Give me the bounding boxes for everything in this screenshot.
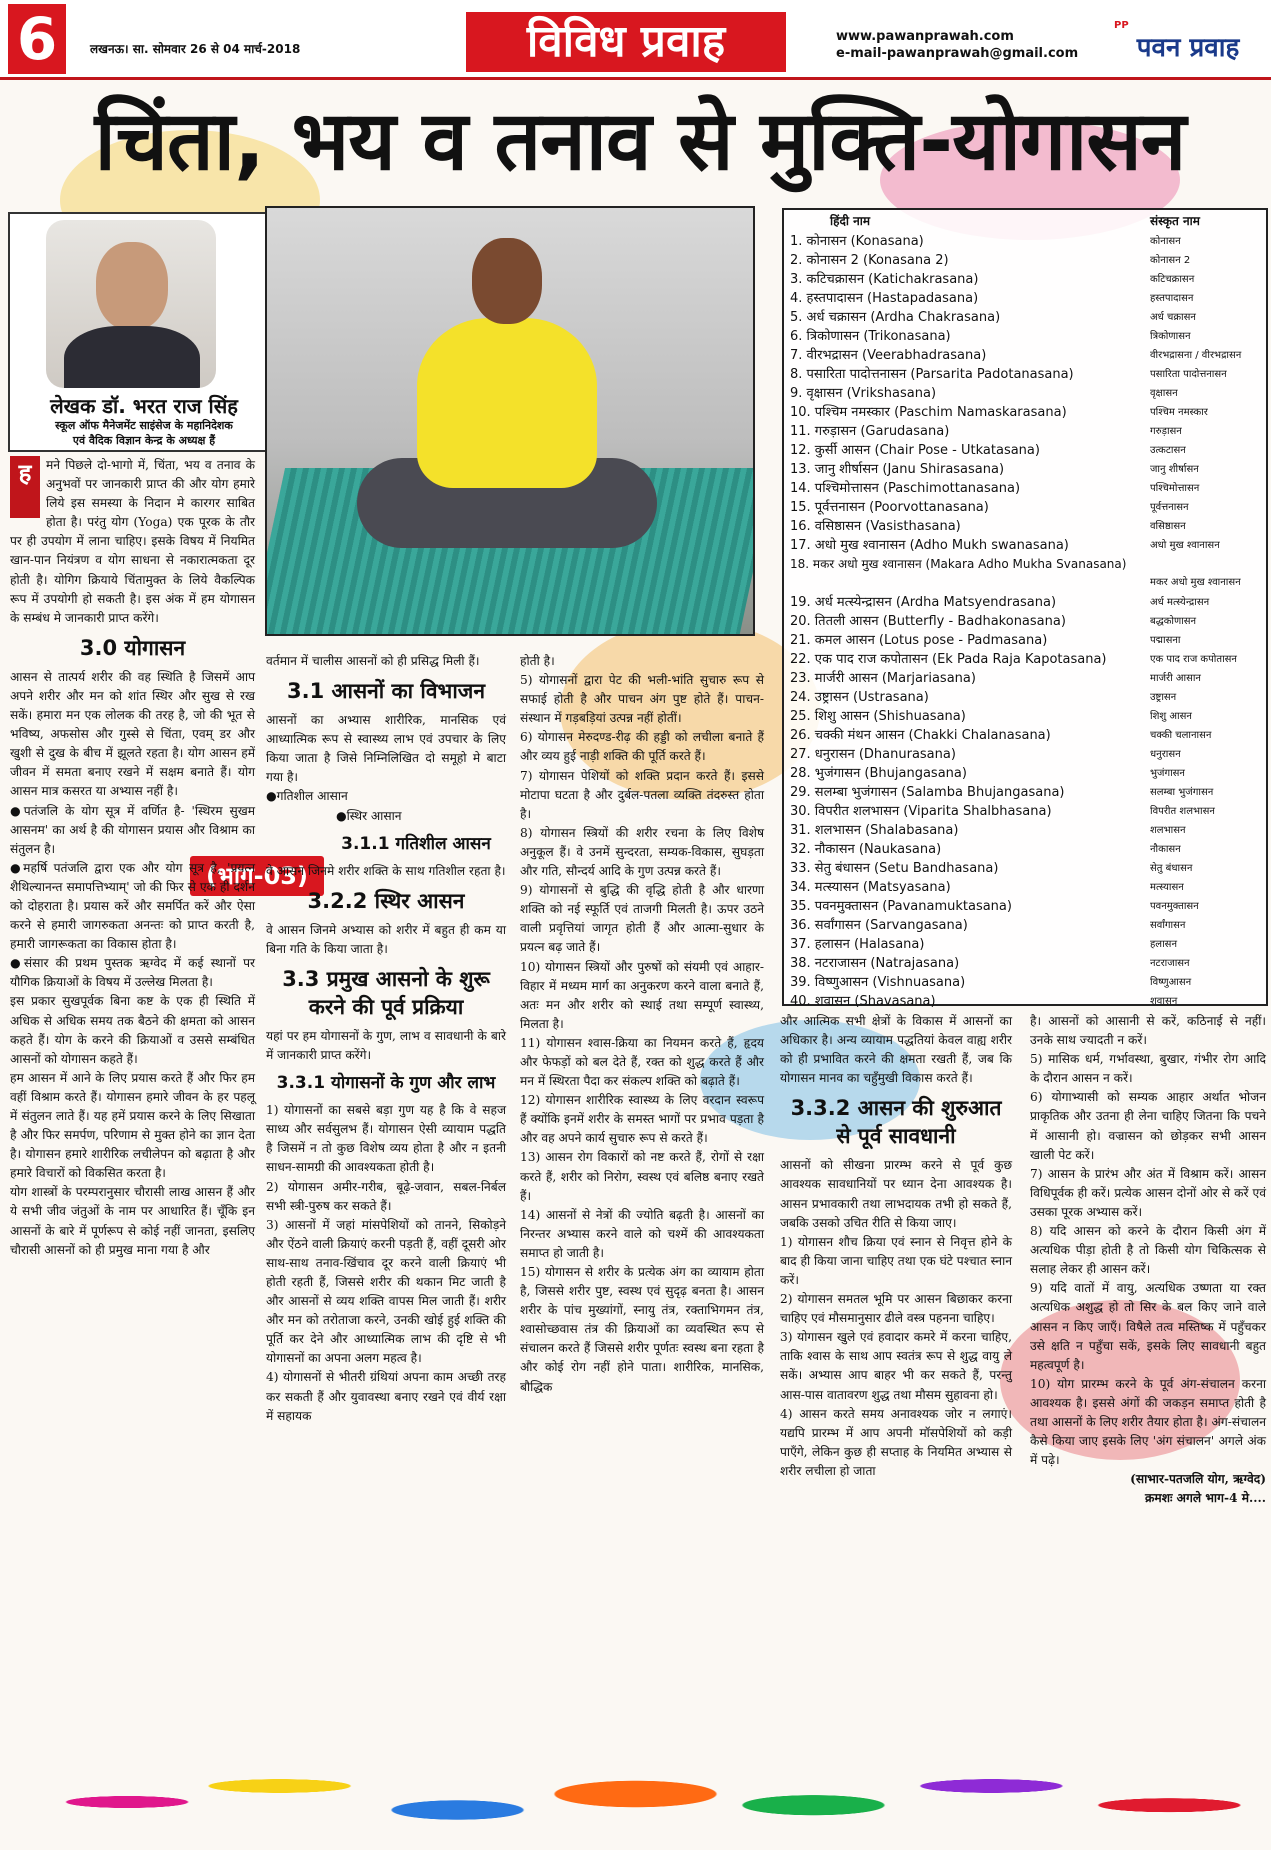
asana-hindi-name: 18. मकर अधो मुख श्वानासन (Makara Adho Mukha Svanasana)	[790, 557, 1127, 571]
table-row	[790, 916, 1266, 935]
masthead	[0, 0, 1271, 80]
table-row	[790, 669, 1266, 688]
asana-names-table	[782, 208, 1268, 1009]
paragraph: है। आसनों को आसानी से करें, कठिनाई से नहीं। उनके साथ ज्यादती न करें।	[1030, 1014, 1266, 1048]
list-item: 8) यदि आसन को करने के दौरान किसी अंग में अत्यधिक पीड़ा होती है तो किसी योग चिकित्सक से सलाह लेकर ही आसन करें।	[1030, 1224, 1266, 1277]
table-row	[790, 821, 1266, 840]
part-badge: (भाग-03)	[190, 856, 324, 896]
table-row	[790, 479, 1266, 498]
list-item: 2) योगासन अमीर-गरीब, बूढ़े-जवान, सबल-निर्बल सभी स्त्री-पुरुष कर सकते हैं।	[266, 1179, 506, 1213]
section-heading: 3.3.1 योगासनों के गुण और लाभ	[276, 1073, 496, 1094]
table-row	[790, 612, 1266, 631]
asana-sanskrit-name: वीरभद्रासना / वीरभद्रासन	[1150, 350, 1242, 361]
list-item: 10) योगासन स्त्रियों और पुरुषों को संयमी एवं आहार-विहार में मध्यम मार्ग का अनुकरण करने वाला बनाते हैं, अतः मन और शरीर को स्थाई तथा सम्पूर्ण स्वास्थ्य, मिलता है।	[520, 959, 764, 1031]
table-header-hindi: हिंदी नाम	[830, 214, 871, 228]
asana-hindi-name: 10. पश्चिम नमस्कार (Paschim Namaskarasana)	[790, 405, 1067, 420]
holi-colors-illustration	[0, 1690, 1271, 1850]
table-row	[790, 707, 1266, 726]
bullet-item: ●गतिशील आसान	[266, 789, 348, 804]
asana-sanskrit-name: धनुरासन	[1150, 749, 1181, 760]
email-link[interactable]: e-mail-pawanprawah@gmail.com	[836, 46, 1079, 61]
asana-sanskrit-name: शिशु आसन	[1150, 711, 1192, 722]
drop-cap: ह	[10, 456, 40, 518]
article-column-4	[780, 1012, 1012, 1481]
contact-info	[836, 28, 1078, 62]
table-row	[790, 973, 1266, 992]
list-item: 9) योगासनों से बुद्धि की वृद्धि होती है और धारणा शक्ति को नई स्फूर्ति एवं ताजगी मिलती है। ऊपर उठने वाली प्रवृत्तियां जागृत होती हैं और आत्मा-सुधार के प्रयत्न बढ़ जाते हैं।	[520, 883, 764, 955]
section-title: विविध प्रवाह	[466, 12, 786, 72]
asana-sanskrit-name: विपरीत शलभासन	[1150, 806, 1215, 817]
table-row	[790, 650, 1266, 669]
table-header-sanskrit: संस्कृत नाम	[1150, 214, 1200, 228]
list-item: 1) योगासन शौच क्रिया एवं स्नान से निवृत्त होने के बाद ही किया जाना चाहिए तथा एक घंटे पश्चात स्नान करें।	[780, 1234, 1012, 1287]
asana-sanskrit-name: वृक्षासन	[1150, 388, 1178, 399]
asana-sanskrit-name: वसिष्ठासन	[1150, 521, 1186, 532]
asana-hindi-name: 20. तितली आसन (Butterfly - Badhakonasana)	[790, 614, 1066, 629]
paragraph: हम आसन में आने के लिए प्रयास करते हैं और फिर हम वहीं विश्राम करते हैं। योगासन हमारे जीवन के हर पहलू में संतुलन लाते हैं। यह हमें प्रयास करने के लिए सिखाता है और फिर समर्पण, परिणाम से मुक्त होने का ज्ञान देता है। योगासन हमारे शारीरिक लचीलेपन को बढ़ाता है और हमारे विचारों को विकसित करता है।	[10, 1070, 255, 1181]
table-row	[790, 935, 1266, 954]
author-designation	[10, 418, 278, 448]
asana-hindi-name: 27. धनुरासन (Dhanurasana)	[790, 747, 956, 762]
page-number: 6	[8, 4, 66, 74]
asana-hindi-name: 21. कमल आसन (Lotus pose - Padmasana)	[790, 633, 1048, 648]
article-column-1	[10, 456, 255, 1260]
author-box	[8, 212, 276, 452]
paragraph: होती है।	[520, 654, 555, 668]
table-row	[790, 783, 1266, 802]
asana-sanskrit-name: पूर्वत्तनासन	[1150, 502, 1189, 513]
author-designation-line: एवं वैदिक विज्ञान केन्द्र के अध्यक्ष हैं	[72, 434, 216, 447]
table-row	[790, 688, 1266, 707]
asana-sanskrit-name: शलभासन	[1150, 825, 1186, 836]
asana-hindi-name: 37. हलासन (Halasana)	[790, 937, 925, 952]
asana-sanskrit-name: पश्चिमोत्तासन	[1150, 483, 1200, 494]
table-row	[790, 802, 1266, 821]
asana-sanskrit-name: उत्कटासन	[1150, 445, 1186, 456]
asana-hindi-name: 11. गरुड़ासन (Garudasana)	[790, 424, 950, 439]
table-row	[790, 726, 1266, 745]
table-row	[790, 270, 1266, 289]
asana-hindi-name: 30. विपरीत शलभासन (Viparita Shalbhasana)	[790, 804, 1052, 819]
article-column-3	[520, 652, 764, 1397]
asana-hindi-name: 1. कोनासन (Konasana)	[790, 234, 924, 249]
asana-sanskrit-name: भुजंगासन	[1150, 768, 1185, 779]
list-item: 7) योगासन पेशियों को शक्ति प्रदान करते हैं। इससे मोटापा घटता है और दुर्बल-पतला व्यक्ति तंदरुस्त होता है।	[520, 768, 764, 821]
table-row	[790, 289, 1266, 308]
paragraph: योग शास्त्रों के परम्परानुसार चौरासी लाख आसन हैं और ये सभी जीव जंतुओं के नाम पर आधारित हैं। चूँकि इन आसनों के बारे में पूर्णरूप से कोई नहीं जानता, इसलिए चौरासी आसनों को ही प्रमुख माना गया है और	[10, 1185, 255, 1257]
asana-hindi-name: 22. एक पाद राज कपोतासन (Ek Pada Raja Kapotasana)	[790, 652, 1107, 667]
asana-hindi-name: 6. त्रिकोणासन (Trikonasana)	[790, 329, 951, 344]
asana-sanskrit-name: शवासन	[1150, 996, 1178, 1007]
asana-sanskrit-name: मकर अधो मुख श्वानासन	[1150, 577, 1241, 588]
asana-hindi-name: 15. पूर्वत्तनासन (Poorvottanasana)	[790, 500, 989, 515]
person-shirt	[417, 318, 597, 488]
asana-hindi-name: 38. नटराजासन (Natrajasana)	[790, 956, 960, 971]
section-heading: 3.1 आसनों का विभाजन	[286, 679, 485, 704]
asana-hindi-name: 16. वसिष्ठासन (Vasisthasana)	[790, 519, 961, 534]
list-item: 3) योगासन खुले एवं हवादार कमरे में करना चाहिए, ताकि श्वास के साथ आप स्वतंत्र रूप से शुद्ध वायु ले सकें। अभ्यास आप बाहर भी कर सकते हैं, परन्तु आस-पास वातावरण शुद्ध तथा मौसम सुहावना हो।	[780, 1330, 1012, 1402]
list-item: 5) योगासनों द्वारा पेट की भली-भांति सुचारु रूप से सफाई होती है और पाचन अंग पुष्ट होते हैं। पाचन-संस्थान में गड़बड़ियां उत्पन्न नहीं होतीं।	[520, 673, 764, 726]
section-heading: 3.1.1 गतिशील आसन	[341, 833, 491, 854]
table-row	[790, 441, 1266, 460]
list-item: 11) योगासन श्वास-क्रिया का नियमन करते हैं, हृदय और फेफड़ों को बल देते हैं, रक्त को शुद्ध करते हैं और मन में स्थिरता पैदा कर संकल्प शक्ति को बढ़ाते हैं।	[520, 1035, 764, 1089]
brand-logo: पवन प्रवाह	[1136, 33, 1240, 63]
asana-hindi-name: 17. अधो मुख श्वानासन (Adho Mukh swanasana)	[790, 538, 1069, 553]
table-row	[790, 840, 1266, 859]
list-item: 6) योगासन मेरुदण्ड-रीढ़ की हड्डी को लचीला बनाते हैं और व्यय हुई नाड़ी शक्ति की पूर्ति करते हैं।	[520, 730, 764, 764]
asana-hindi-name: 33. सेतु बंधासन (Setu Bandhasana)	[790, 861, 999, 876]
bullet-item: ●स्थिर आसान	[336, 808, 402, 823]
section-heading: 3.3.2 आसन की शुरुआत से पूर्व सावधानी	[790, 1096, 1002, 1149]
list-item: 13) आसन रोग विकारों को नष्ट करते हैं, रोगों से रक्षा करते हैं, शरीर को निरोग, स्वस्थ एवं बलिष्ठ बनाए रखते हैं।	[520, 1150, 764, 1203]
paragraph: यहां पर हम योगासनों के गुण, लाभ व सावधानी के बारे में जानकारी प्राप्त करेंगे।	[266, 1028, 506, 1063]
table-row	[790, 555, 1266, 588]
list-item: 1) योगासनों का सबसे बड़ा गुण यह है कि वे सहज साध्य और सर्वसुलभ हैं। योगासन ऐसी व्यायाम पद्धति है जिसमें न तो कुछ विशेष व्यय होता है और न इतनी साधन-सामग्री की आवश्यकता होती है।	[266, 1103, 506, 1175]
paragraph: ●महर्षि पतंजलि द्वारा एक और योग सूत्र है, 'प्रयत्न शैथिल्यानन्त समापत्तिभ्याम्' जो की फिर से एक ही दर्शन को दोहराता है। प्रयास करें और समर्पित करें और ऐसा करने से हमारी जागरुकता अनन्तः को प्राप्त करती है, हमारी जागरूकता का विकास होता है।	[10, 860, 255, 952]
author-photo	[46, 220, 216, 388]
asana-hindi-name: 24. उष्ट्रासन (Ustrasana)	[790, 690, 929, 705]
asana-hindi-name: 31. शलभासन (Shalabasana)	[790, 823, 959, 838]
paragraph: वे आसन जिनमे अभ्यास को शरीर में बहुत ही कम या बिना गति के किया जाता है।	[266, 922, 506, 956]
author-designation-line: स्कूल ऑफ मैनेजमेंट साइंसेज के महानिदेशक	[55, 419, 233, 432]
source-credit: (साभार-पतजलि योग, ऋग्वेद)	[1130, 1472, 1266, 1487]
paragraph: आसन से तात्पर्य शरीर की वह स्थिति है जिसमें आप अपने शरीर और मन को शांत स्थिर और सुख से रख सकें। हमारा मन एक लोलक की तरह है, जो की भूत से भविष्य, अफसोस और गुस्से से चिंता, एवम् डर और खुशी से दुख के बीच में झूलते रहता है। योग आसन हमें जीवन में समता बनाए रखने में सक्षम बनाते हैं। योग आसन मात्र कसरत या अभ्यास नहीं है।	[10, 669, 255, 799]
asana-sanskrit-name: बद्धकोणासन	[1150, 616, 1197, 627]
asana-sanskrit-name: अर्ध चक्रासन	[1150, 312, 1196, 323]
asana-hindi-name: 7. वीरभद्रासन (Veerabhadrasana)	[790, 348, 987, 363]
dateline: लखनऊ। सा. सोमवार 26 से 04 मार्च-2018	[90, 42, 301, 56]
table-row	[790, 593, 1266, 612]
table-row	[790, 460, 1266, 479]
list-item: 7) आसन के प्रारंभ और अंत में विश्राम करें। आसन विधिपूर्वक ही करें। प्रत्येक आसन दोनों ओर से करें एवं उसका पूरक अभ्यास करें।	[1030, 1166, 1266, 1219]
table-row	[790, 897, 1266, 916]
asana-hindi-name: 5. अर्ध चक्रासन (Ardha Chakrasana)	[790, 310, 1001, 325]
asana-hindi-name: 3. कटिचक्रासन (Katichakrasana)	[790, 272, 979, 287]
list-item: 10) योग प्रारम्भ करने के पूर्व अंग-संचालन करना आवश्यक है। इससे अंगों की जकड़न समाप्त होती है तथा आसनों के लिए शरीर तैयार होता है। अंग-संचालन कैसे किया जाए इसके लिए 'अंग संचालन' अगले अंक में पढ़े।	[1030, 1376, 1266, 1468]
website-link[interactable]: www.pawanprawah.com	[836, 29, 1014, 44]
asana-sanskrit-name: सर्वांगासन	[1150, 920, 1186, 931]
asana-hindi-name: 4. हस्तपादासन (Hastapadasana)	[790, 291, 979, 306]
table-row	[790, 251, 1266, 270]
asana-hindi-name: 23. मार्जरी आसन (Marjariasana)	[790, 671, 976, 686]
list-item: 14) आसनों से नेत्रों की ज्योति बढ़ती है। आसनों का निरन्तर अभ्यास करने वाले को चश्में की आवश्यकता समाप्त हो जाती है।	[520, 1207, 764, 1260]
asana-sanskrit-name: उष्ट्रासन	[1150, 692, 1177, 703]
table-row	[790, 745, 1266, 764]
asana-sanskrit-name: कोनासन	[1150, 236, 1181, 247]
asana-hindi-name: 14. पश्चिमोत्तासन (Paschimottanasana)	[790, 481, 1021, 496]
paragraph: वे आसन जिनमे शरीर शक्ति के साथ गतिशील रहता है।	[266, 863, 506, 878]
table-row	[790, 498, 1266, 517]
continued-note: क्रमशः अगले भाग-4 मे....	[1145, 1491, 1266, 1506]
asana-hindi-name: 26. चक्की मंथन आसन (Chakki Chalanasana)	[790, 728, 1051, 743]
list-item: 3) आसनों में जहां मांसपेशियों को तानने, सिकोड़ने और ऐंठने वाली क्रियाएं करनी पड़ती हैं, वहीं दूसरी ओर साथ-साथ तनाव-खिंचाव दूर करने वाली क्रियाएं भी होती रहती हैं, जिससे शरीर की थकान मिट जाती है और आसनों से व्यय शक्ति वापस मिल जाती हैं। शरीर और मन को तरोताजा करने, उनकी खोई हुई शक्ति की पूर्ति कर देने और आध्यात्मिक लाभ की दृष्टि से भी योगासनों का अपना अलग महत्व है।	[266, 1217, 506, 1366]
list-item: 9) यदि वातों में वायु, अत्यधिक उष्णता या रक्त अत्यधिक अशुद्ध हो तो सिर के बल किए जाने वाले आसन न किए जाएँ। विषैले तत्व मस्तिष्क में पहुँचकर उसे क्षति न पहुँचा सकें, इसके लिए सावधानी बहुत महत्वपूर्ण है।	[1030, 1281, 1266, 1372]
asana-hindi-name: 36. सर्वांगासन (Sarvangasana)	[790, 918, 968, 933]
paragraph: और आत्मिक सभी क्षेत्रों के विकास में आसनों का अधिकार है। अन्य व्यायाम पद्धतियां केवल वाह्य शरीर को ही प्रभावित करने की क्षमता रखती हैं, जब कि योगासन मानव का चहुँमुखी विकास करते हैं।	[780, 1014, 1012, 1086]
asana-sanskrit-name: अधो मुख श्वानासन	[1150, 540, 1220, 551]
list-item: 12) योगासन शारीरिक स्वास्थ्य के लिए वरदान स्वरूप हैं क्योंकि इनमें शरीर के समस्त भागों पर प्रभाव पड़ता है और वह अपने कार्य सुचारु रूप से करते हैं।	[520, 1093, 764, 1146]
asana-hindi-name: 29. सलम्बा भुजंगासन (Salamba Bhujangasana)	[790, 785, 1065, 800]
author-face	[96, 242, 168, 330]
yoga-photo	[265, 206, 755, 636]
asana-sanskrit-name: चक्की चलानासन	[1150, 730, 1212, 741]
asana-hindi-name: 28. भुजंगासन (Bhujangasana)	[790, 766, 967, 781]
asana-hindi-name: 34. मत्स्यासन (Matsyasana)	[790, 880, 951, 895]
list-item: 8) योगासन स्त्रियों की शरीर रचना के लिए विशेष अनुकूल हैं। वे उनमें सुन्दरता, सम्यक-विकास, सुघड़ता और गति, सौन्दर्य आदि के गुण उत्पन्न करते हैं।	[520, 825, 764, 879]
article-column-5	[1030, 1012, 1266, 1508]
asana-sanskrit-name: नौकासन	[1150, 844, 1181, 855]
paragraph: वर्तमान में चालीस आसनों को ही प्रसिद्ध मिली हैं।	[266, 654, 480, 668]
table-row	[790, 764, 1266, 783]
asana-hindi-name: 13. जानु शीर्षासन (Janu Shirasasana)	[790, 462, 1005, 477]
author-suit	[64, 326, 200, 388]
article-column-2	[266, 652, 506, 1426]
list-item: 4) आसन करते समय अनावश्यक जोर न लगाएं। यद्यपि प्रारम्भ में आप अपनी मॉसपेशियों को कड़ी पाएँगे, लेकिन कुछ ही सप्ताह के नियमित अभ्यास से शरीर लचीला हो जाता	[780, 1406, 1012, 1478]
table-row	[790, 992, 1266, 1011]
section-heading: 3.3 प्रमुख आसनो के शुरू करने की पूर्व प्रक्रिया	[282, 966, 490, 1019]
asana-hindi-name: 32. नौकासन (Naukasana)	[790, 842, 942, 857]
asana-sanskrit-name: पश्चिम नमस्कार	[1150, 407, 1208, 418]
list-item: 4) योगासनों से भीतरी ग्रंथियां अपना काम अच्छी तरह कर सकती हैं और युवावस्था बनाए रखने एवं वीर्य रक्षा में सहायक	[266, 1370, 506, 1423]
table-row	[790, 859, 1266, 878]
asana-hindi-name: 9. वृक्षासन (Vrikshasana)	[790, 386, 937, 401]
table-row	[790, 954, 1266, 973]
asana-sanskrit-name: सलम्बा भुजंगासन	[1150, 787, 1214, 798]
asana-sanskrit-name: हलासन	[1150, 939, 1177, 950]
list-item: 5) मासिक धर्म, गर्भावस्था, बुखार, गंभीर रोग आदि के दौरान आसन न करें।	[1030, 1052, 1266, 1086]
article-headline: चिंता, भय व तनाव से मुक्ति-योगासन	[94, 94, 1186, 189]
table-row	[790, 308, 1266, 327]
asana-sanskrit-name: त्रिकोणासन	[1150, 331, 1191, 342]
asana-sanskrit-name: जानु शीर्षासन	[1150, 464, 1199, 475]
section-heading: 3.2.2 स्थिर आसन	[307, 888, 465, 913]
asana-sanskrit-name: कटिचक्रासन	[1150, 274, 1195, 285]
table-row	[790, 878, 1266, 897]
paragraph: इस प्रकार सुखपूर्वक बिना कष्ट के एक ही स्थिति में अधिक से अधिक समय तक बैठने की क्षमता को आसन कहते हैं। योग के करने की क्रियाओं व उससे सम्बंधित आसनों को योगासन कहते हैं।	[10, 994, 255, 1066]
list-item: 15) योगासन से शरीर के प्रत्येक अंग का व्यायाम होता है, जिससे शरीर पुष्ट, स्वस्थ एवं सुदृढ़ बनता है। आसन शरीर के पांच मुख्यांगों, स्नायु तंत्र, रक्ताभिगमन तंत्र, श्वासोच्छवास तंत्र की क्रियाओं का व्यवस्थित रूप से संचालन करते हैं जिससे शरीर पूर्णतः स्वस्थ बना रहता है और कोई रोग नहीं होने पाता। शारीरिक, मानसिक, बौद्धिक	[520, 1265, 764, 1394]
asana-hindi-name: 35. पवनमुक्तासन (Pavanamuktasana)	[790, 899, 1012, 914]
asana-sanskrit-name: नटराजासन	[1150, 958, 1190, 969]
paragraph: ●संसार की प्रथम पुस्तक ऋग्वेद में कई स्थानों पर यौगिक क्रियाओं के विषय में उल्लेख मिलता है।	[10, 956, 255, 990]
table-row	[790, 403, 1266, 422]
section-heading: 3.0 योगासन	[79, 635, 186, 660]
asana-sanskrit-name: पवनमुक्तासन	[1150, 901, 1199, 912]
intro-paragraph	[10, 456, 255, 628]
asana-sanskrit-name: कोनासन 2	[1150, 255, 1191, 266]
asana-hindi-name: 39. विष्णुआसन (Vishnuasana)	[790, 975, 966, 990]
asana-hindi-name: 12. कुर्सी आसन (Chair Pose - Utkatasana)	[790, 443, 1040, 458]
table-row	[790, 346, 1266, 365]
paragraph: आसनों का अभ्यास शारीरिक, मानसिक एवं आध्यात्मिक रूप से स्वास्थ्य लाभ एवं उपचार के लिए किया जाता है जिसे निम्निलिखित दो समूहो मे बाटा गया है।	[266, 713, 506, 785]
table-row	[790, 631, 1266, 650]
asana-hindi-name: 8. पसारिता पादोत्तनासन (Parsarita Padotanasana)	[790, 367, 1074, 382]
table-row	[790, 517, 1266, 536]
table-row	[790, 365, 1266, 384]
asana-sanskrit-name: एक पाद राज कपोतासन	[1150, 654, 1237, 665]
asana-sanskrit-name: विष्णुआसन	[1150, 977, 1192, 988]
intro-text: मने पिछले दो-भागो में, चिंता, भय व तनाव के अनुभवों पर जानकारी प्राप्त की और योग हमारे लिये इस समस्या के निदान मे कारगर साबित होता है। परंतु योग (Yoga) एक पूरक के तौर पर ही उपयोग में लाना चाहिए। इसके विषय में नियमित खान-पान नियंत्रण व योग साधना से नकारात्मकता दूर होती है। योगिग क्रियाये चिंतामुक्त के लिये वैकल्पिक रूप में उपयोगी हो सकती है। इस अंक में हम योगासन के सम्बंध मे जानकारी प्राप्त करेंगे।	[10, 458, 255, 625]
asana-hindi-name: 2. कोनासन 2 (Konasana 2)	[790, 253, 949, 268]
table-row	[790, 536, 1266, 555]
table-row	[790, 384, 1266, 403]
table-row	[790, 422, 1266, 441]
list-item: 2) योगासन समतल भूमि पर आसन बिछाकर करना चाहिए एवं मौसमानुसार ढीले वस्त्र पहनना चाहिए।	[780, 1292, 1012, 1326]
author-name: लेखक डॉ. भरत राज सिंह	[50, 394, 238, 418]
person-head	[472, 238, 542, 324]
paragraph: ●पतंजलि के योग सूत्र में वर्णित है- 'स्थिरम सुखम आसनम' का अर्थ है की योगासन प्रयास और विश्राम का संतुलन है।	[10, 803, 255, 856]
asana-sanskrit-name: गरुड़ासन	[1150, 426, 1182, 437]
brand-logo-mark: PP	[1114, 20, 1129, 31]
asana-sanskrit-name: पद्मासना	[1150, 635, 1181, 646]
asana-hindi-name: 25. शिशु आसन (Shishuasana)	[790, 709, 966, 724]
asana-sanskrit-name: पसारिता पादोत्तनासन	[1150, 369, 1227, 380]
paragraph: आसनों को सीखना प्रारम्भ करने से पूर्व कुछ आवश्यक सावधानियों पर ध्यान देना आवश्यक है। आसन प्रभावकारी तथा लाभदायक तभी हो सकते हैं, जबकि उसको उचित रीति से किया जाए।	[780, 1158, 1012, 1230]
asana-sanskrit-name: अर्ध मत्स्येन्द्रासन	[1150, 597, 1210, 608]
asana-sanskrit-name: मार्जरी आसान	[1150, 673, 1201, 684]
table-row	[790, 327, 1266, 346]
asana-hindi-name: 40. शवासन (Shavasana)	[790, 994, 936, 1009]
asana-sanskrit-name: मत्स्यासन	[1150, 882, 1184, 893]
table-row	[790, 232, 1266, 251]
list-item: 6) योगाभ्यासी को सम्यक आहार अर्थात भोजन प्राकृतिक और उतना ही लेना चाहिए जितना कि पचने में आसानी हो। वज्रासन को छोड़कर सभी आसन खाली पेट करें।	[1030, 1090, 1266, 1162]
asana-hindi-name: 19. अर्ध मत्स्येन्द्रासन (Ardha Matsyendrasana)	[790, 595, 1057, 610]
asana-sanskrit-name: हस्तपादासन	[1150, 293, 1194, 304]
asana-sanskrit-name: सेतु बंधासन	[1150, 863, 1193, 874]
